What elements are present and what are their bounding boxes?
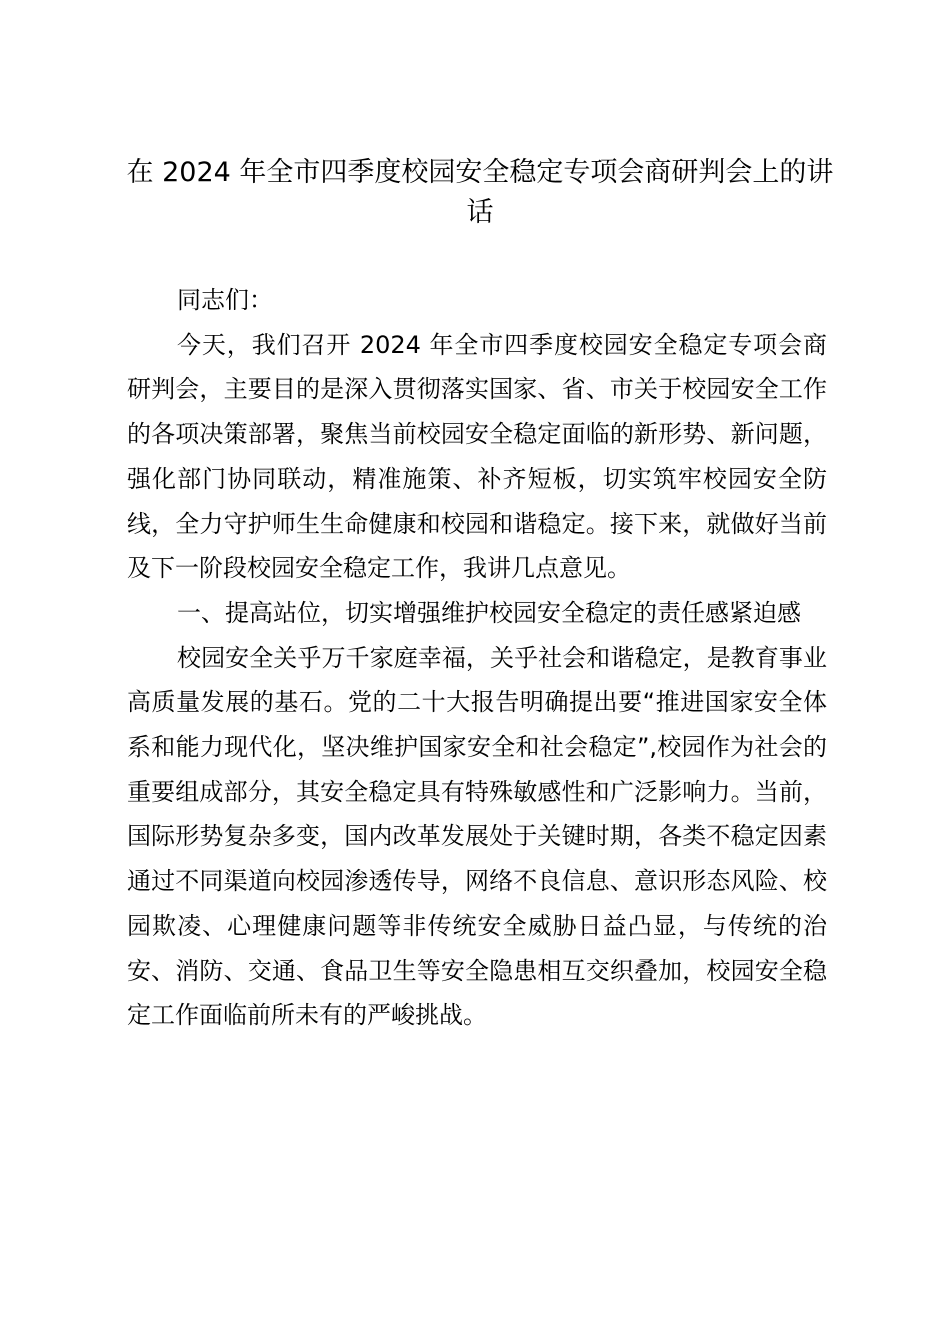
paragraph-section-1: 校园安全关乎万千家庭幸福，关乎社会和谐稳定，是教育事业高质量发展的基石。党的二十大报告明确提出要“推进国家安全体系和能力现代化，坚决维护国家安全和社会稳定”,校园作为社会的重要组成部分，其安全稳定具有特殊敏感性和广泛影响力。当前，国际形势复杂多变，国内改革发展处于关键时期，各类不稳定因素通过不同渠道向校园渗透传导，网络不良信息、意识形态风险、校园欺凌、心理健康问题等非传统安全威胁日益凸显，与传统的治安、消防、交通、食品卫生等安全隐患相互交织叠加，校园安全稳定工作面临前所未有的严峻挑战。 (127, 643, 827, 1030)
paragraph-intro: 今天，我们召开 2024 年全市四季度校园安全稳定专项会商研判会，主要目的是深入贯彻落实国家、省、市关于校园安全工作的各项决策部署，聚焦当前校园安全稳定面临的新形势、新问题，强化部门协同联动，精准施策、补齐短板，切实筑牢校园安全防线，全力守护师生生命健康和校园和谐稳定。接下来，就做好当前及下一阶段校园安全稳定工作，我讲几点意见。 (127, 330, 827, 583)
section-heading-1: 一、提高站位，切实增强维护校园安全稳定的责任感紧迫感 (177, 598, 801, 627)
salutation: 同志们： (177, 286, 273, 314)
document-body (127, 278, 827, 1038)
document-title: 在 2024 年全市四季度校园安全稳定专项会商研判会上的讲话 (126, 157, 834, 228)
